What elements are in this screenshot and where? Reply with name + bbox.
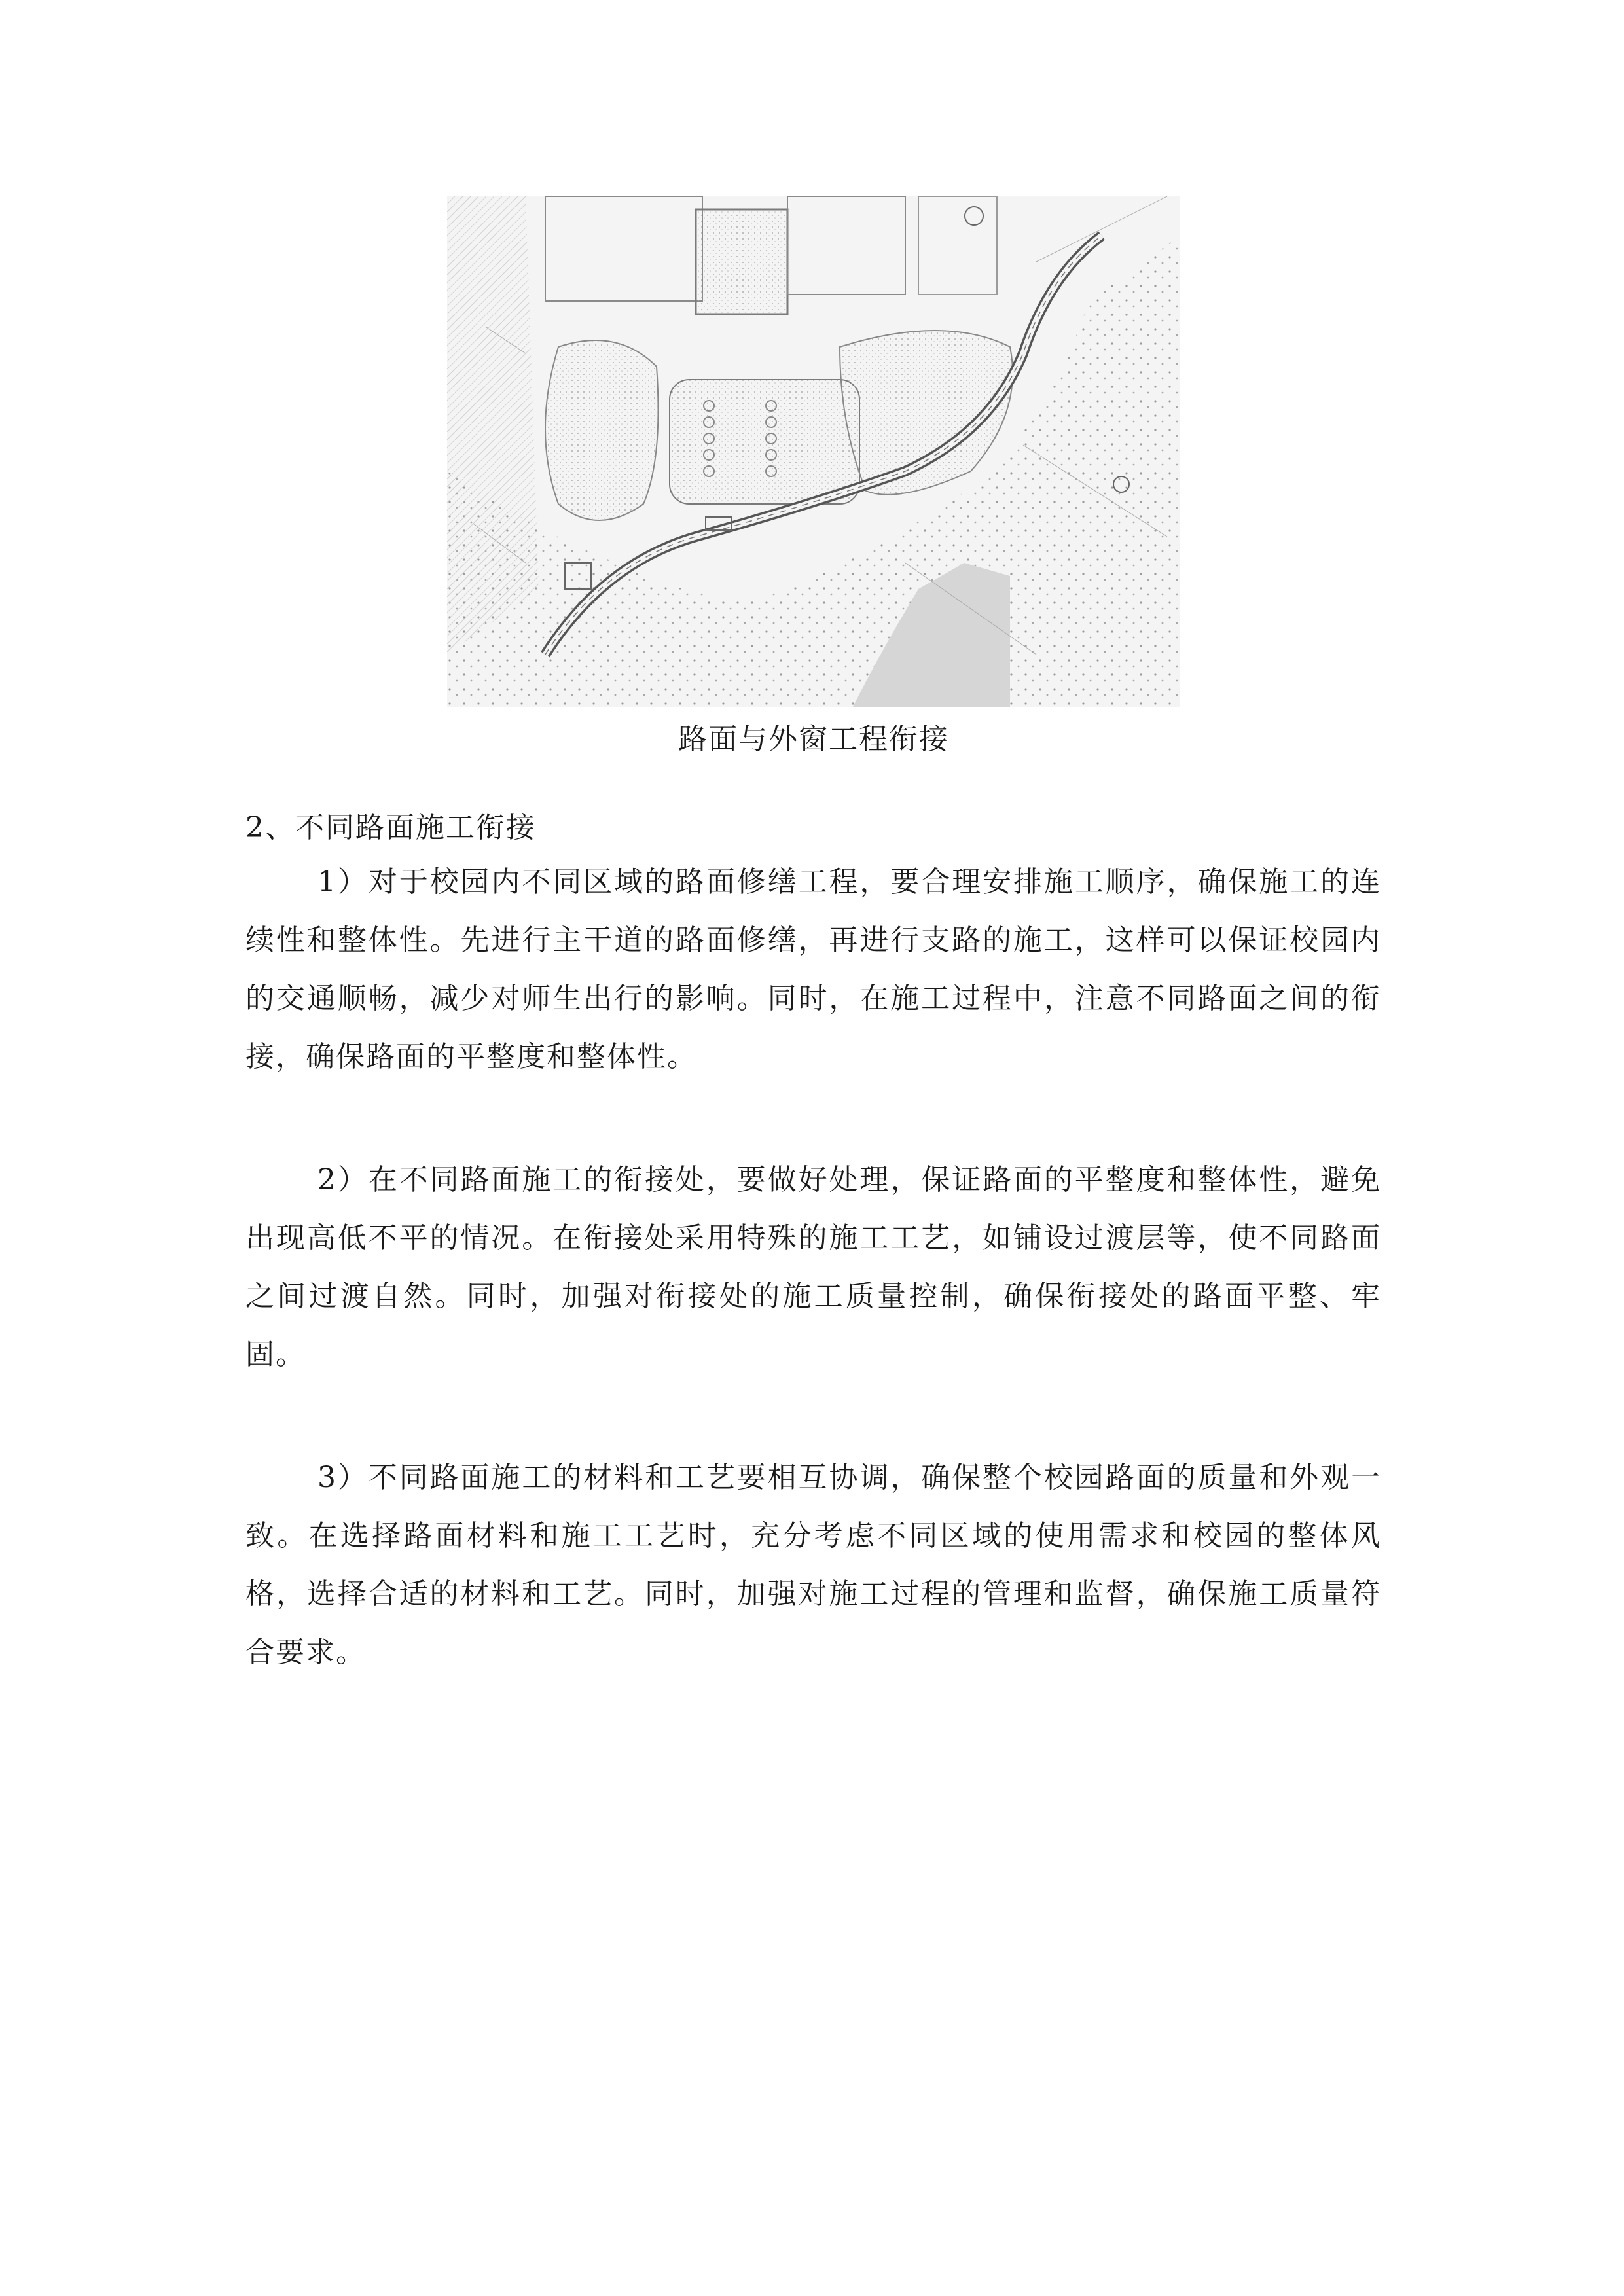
figure-caption: 路面与外窗工程衔接 bbox=[678, 723, 949, 756]
paragraph-1: 1）对于校园内不同区域的路面修缮工程，要合理安排施工顺序，确保施工的连续性和整体性。先进行主干道的路面修缮，再进行支路的施工，这样可以保证校园内的交通顺畅，减少对师生出行的影响。同时，在施工过程中，注意不同路面之间的衔接，确保路面的平整度和整体性。 bbox=[245, 865, 1381, 1073]
site-plan-figure bbox=[447, 196, 1180, 707]
paragraph-2: 2）在不同路面施工的衔接处，要做好处理，保证路面的平整度和整体性，避免出现高低不平的情况。在衔接处采用特殊的施工工艺，如铺设过渡层等，使不同路面之间过渡自然。同时，加强对衔接处的施工质量控制，确保衔接处的路面平整、牢固。 bbox=[245, 1163, 1381, 1371]
paragraph-3: 3）不同路面施工的材料和工艺要相互协调，确保整个校园路面的质量和外观一致。在选择路面材料和施工工艺时，充分考虑不同区域的使用需求和校园的整体风格，选择合适的材料和工艺。同时，加强对施工过程的管理和监督，确保施工质量符合要求。 bbox=[245, 1461, 1381, 1669]
site-plan-drawing-icon bbox=[447, 196, 1180, 707]
section-heading: 2、不同路面施工衔接 bbox=[245, 811, 536, 844]
